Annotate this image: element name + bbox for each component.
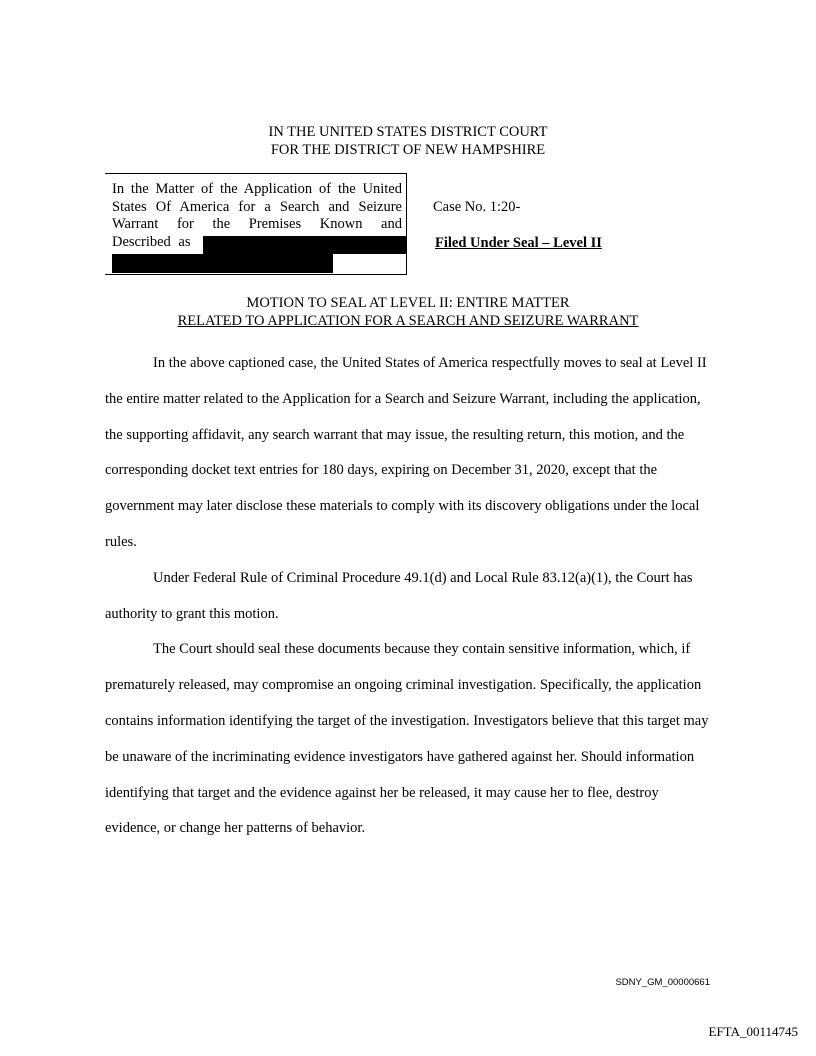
paragraph: The Court should seal these documents because they contain sensitive information, which, if prematurely released, may compromise an ongoing criminal investigation. Specifically, the application contains information identifying the target of the investigation. Investigators believe that this target may be unaware of the incriminating evidence investigators have gathered against her. Should information identifying that target and the evidence against her be released, it may cause her to flee, destroy evidence, or change her patterns of behavior. [105, 641, 709, 837]
paragraph: In the above captioned case, the United States of America respectfully moves to seal at Level II the entire matter related to the Application for a Search and Seizure Warrant, including the application, the supporting affidavit, any search warrant that may issue, the resulting return, this motion, and the corresponding docket text entries for 180 days, expiring on December 31, 2020, except that the government may later disclose these materials to comply with its discovery obligations under the local rules. [105, 355, 707, 550]
caption-line: In the Matter of the Application of the United [112, 181, 402, 197]
caption-line: Described as [112, 233, 191, 250]
redaction-block [112, 254, 333, 273]
redaction-block [203, 236, 407, 254]
caption-line: Warrant for the Premises Known and [112, 216, 402, 232]
motion-body [105, 346, 711, 847]
bates-number: SDNY_GM_00000661 [615, 977, 710, 988]
case-number: Case No. 1:20- [433, 199, 521, 215]
court-heading [0, 124, 816, 159]
seal-label: Filed Under Seal – Level II [435, 235, 602, 251]
efta-number: EFTA_00114745 [708, 1024, 798, 1039]
motion-title [0, 295, 816, 330]
caption-line: States Of America for a Search and Seizure [112, 198, 402, 215]
paragraph: Under Federal Rule of Criminal Procedure 49.1(d) and Local Rule 83.12(a)(1), the Court has authority to grant this motion. [105, 569, 693, 622]
motion-title-line2: RELATED TO APPLICATION FOR A SEARCH AND SEIZURE WARRANT [177, 312, 639, 329]
motion-title-line1: MOTION TO SEAL AT LEVEL II: ENTIRE MATTER [246, 295, 570, 311]
court-name: IN THE UNITED STATES DISTRICT COURT [268, 124, 548, 140]
court-district: FOR THE DISTRICT OF NEW HAMPSHIRE [270, 141, 546, 158]
